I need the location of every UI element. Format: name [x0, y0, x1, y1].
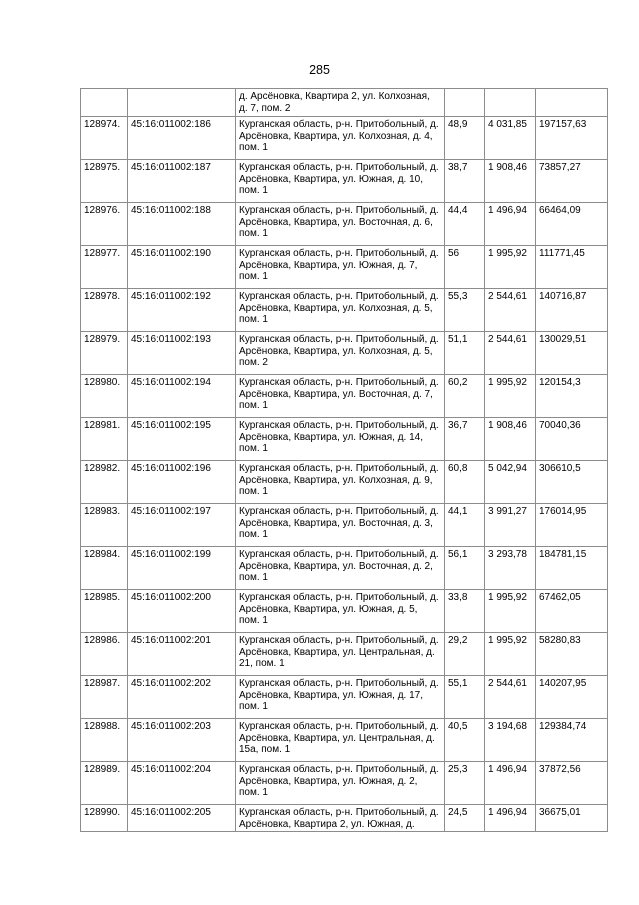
cell-area: 44,1 [445, 504, 485, 547]
cell-number: 128976. [81, 203, 128, 246]
cell-cadastral: 45:16:011002:196 [128, 461, 236, 504]
cell-value: 140207,95 [536, 676, 608, 719]
cell-number: 128990. [81, 805, 128, 832]
table-row [81, 504, 608, 547]
cell-number: 128989. [81, 762, 128, 805]
cell-value: 184781,15 [536, 547, 608, 590]
cell-area: 44,4 [445, 203, 485, 246]
cell-number: 128982. [81, 461, 128, 504]
cell-cadastral: 45:16:011002:193 [128, 332, 236, 375]
cell-cadastral: 45:16:011002:194 [128, 375, 236, 418]
cell-area: 33,8 [445, 590, 485, 633]
table-row [81, 547, 608, 590]
cell-price: 2 544,61 [485, 332, 536, 375]
cell-address: Курганская область, р-н. Притобольный, д. Арсёновка, Квартира, ул. Центральная, д. 15а, пом. 1 [236, 719, 445, 762]
cell-value: 66464,09 [536, 203, 608, 246]
cell-area: 29,2 [445, 633, 485, 676]
cell-cadastral: 45:16:011002:203 [128, 719, 236, 762]
cell-price: 1 908,46 [485, 160, 536, 203]
cell-number: 128978. [81, 289, 128, 332]
cell-price: 1 995,92 [485, 246, 536, 289]
cell-address: д. Арсёновка, Квартира 2, ул. Колхозная, д. 7, пом. 2 [236, 89, 445, 117]
cell-value: 176014,95 [536, 504, 608, 547]
table-row [81, 805, 608, 832]
cell-cadastral: 45:16:011002:197 [128, 504, 236, 547]
cell-value: 58280,83 [536, 633, 608, 676]
property-registry-table [80, 88, 608, 832]
cell-number: 128974. [81, 117, 128, 160]
cell-cadastral: 45:16:011002:199 [128, 547, 236, 590]
cell-area: 60,2 [445, 375, 485, 418]
cell-address: Курганская область, р-н. Притобольный, д. Арсёновка, Квартира, ул. Южная, д. 14, пом. 1 [236, 418, 445, 461]
cell-number: 128979. [81, 332, 128, 375]
cell-number: 128975. [81, 160, 128, 203]
cell-value: 306610,5 [536, 461, 608, 504]
cell-price: 2 544,61 [485, 676, 536, 719]
cell-cadastral: 45:16:011002:200 [128, 590, 236, 633]
cell-address: Курганская область, р-н. Притобольный, д. Арсёновка, Квартира, ул. Южная, д. 5, пом. 1 [236, 590, 445, 633]
cell-value [536, 89, 608, 117]
cell-cadastral: 45:16:011002:190 [128, 246, 236, 289]
cell-value: 197157,63 [536, 117, 608, 160]
cell-price: 1 995,92 [485, 375, 536, 418]
cell-cadastral: 45:16:011002:204 [128, 762, 236, 805]
cell-price: 1 908,46 [485, 418, 536, 461]
cell-value: 70040,36 [536, 418, 608, 461]
cell-cadastral: 45:16:011002:202 [128, 676, 236, 719]
cell-cadastral: 45:16:011002:187 [128, 160, 236, 203]
cell-price: 3 194,68 [485, 719, 536, 762]
cell-area: 38,7 [445, 160, 485, 203]
cell-cadastral: 45:16:011002:201 [128, 633, 236, 676]
cell-value: 36675,01 [536, 805, 608, 832]
cell-price: 1 496,94 [485, 805, 536, 832]
cell-price: 4 031,85 [485, 117, 536, 160]
cell-area: 48,9 [445, 117, 485, 160]
cell-area: 56 [445, 246, 485, 289]
cell-price: 3 991,27 [485, 504, 536, 547]
cell-number: 128984. [81, 547, 128, 590]
table-row [81, 117, 608, 160]
cell-number: 128986. [81, 633, 128, 676]
table-row-continued [81, 89, 608, 117]
table-row [81, 375, 608, 418]
cell-cadastral: 45:16:011002:195 [128, 418, 236, 461]
cell-address: Курганская область, р-н. Притобольный, д. Арсёновка, Квартира, ул. Восточная, д. 3, пом. 1 [236, 504, 445, 547]
cell-number: 128981. [81, 418, 128, 461]
table-body [81, 89, 608, 832]
cell-area: 25,3 [445, 762, 485, 805]
table-row [81, 203, 608, 246]
table-row [81, 676, 608, 719]
cell-cadastral: 45:16:011002:205 [128, 805, 236, 832]
cell-address: Курганская область, р-н. Притобольный, д. Арсёновка, Квартира, ул. Центральная, д. 21, пом. 1 [236, 633, 445, 676]
page-number: 285 [309, 63, 330, 77]
cell-price: 1 995,92 [485, 633, 536, 676]
cell-value: 67462,05 [536, 590, 608, 633]
cell-price: 1 995,92 [485, 590, 536, 633]
cell-number: 128985. [81, 590, 128, 633]
table-row [81, 719, 608, 762]
cell-address: Курганская область, р-н. Притобольный, д. Арсёновка, Квартира, ул. Южная, д. 2, пом. 1 [236, 762, 445, 805]
cell-address: Курганская область, р-н. Притобольный, д. Арсёновка, Квартира, ул. Южная, д. 7, пом. 1 [236, 246, 445, 289]
cell-address: Курганская область, р-н. Притобольный, д. Арсёновка, Квартира, ул. Восточная, д. 2, пом. 1 [236, 547, 445, 590]
cell-address: Курганская область, р-н. Притобольный, д. Арсёновка, Квартира, ул. Колхозная, д. 5, пом. 1 [236, 289, 445, 332]
cell-area: 24,5 [445, 805, 485, 832]
cell-value: 129384,74 [536, 719, 608, 762]
table-row [81, 762, 608, 805]
cell-area: 40,5 [445, 719, 485, 762]
table-row [81, 332, 608, 375]
cell-number: 128980. [81, 375, 128, 418]
cell-area: 51,1 [445, 332, 485, 375]
cell-price: 1 496,94 [485, 762, 536, 805]
cell-value: 120154,3 [536, 375, 608, 418]
cell-value: 73857,27 [536, 160, 608, 203]
cell-address: Курганская область, р-н. Притобольный, д. Арсёновка, Квартира 2, ул. Южная, д. [236, 805, 445, 832]
cell-cadastral: 45:16:011002:186 [128, 117, 236, 160]
cell-price [485, 89, 536, 117]
table-row [81, 418, 608, 461]
table-row [81, 160, 608, 203]
cell-address: Курганская область, р-н. Притобольный, д. Арсёновка, Квартира, ул. Колхозная, д. 9, пом. 1 [236, 461, 445, 504]
table-row [81, 461, 608, 504]
cell-area [445, 89, 485, 117]
cell-area: 55,1 [445, 676, 485, 719]
table-row [81, 246, 608, 289]
table-row [81, 633, 608, 676]
cell-cadastral [128, 89, 236, 117]
cell-value: 37872,56 [536, 762, 608, 805]
cell-cadastral: 45:16:011002:192 [128, 289, 236, 332]
cell-area: 56,1 [445, 547, 485, 590]
cell-area: 36,7 [445, 418, 485, 461]
cell-address: Курганская область, р-н. Притобольный, д. Арсёновка, Квартира, ул. Колхозная, д. 4, пом. 1 [236, 117, 445, 160]
cell-value: 130029,51 [536, 332, 608, 375]
cell-price: 2 544,61 [485, 289, 536, 332]
cell-number: 128987. [81, 676, 128, 719]
cell-number [81, 89, 128, 117]
table-row [81, 289, 608, 332]
cell-cadastral: 45:16:011002:188 [128, 203, 236, 246]
cell-number: 128988. [81, 719, 128, 762]
cell-price: 5 042,94 [485, 461, 536, 504]
cell-address: Курганская область, р-н. Притобольный, д. Арсёновка, Квартира, ул. Южная, д. 17, пом. 1 [236, 676, 445, 719]
cell-value: 111771,45 [536, 246, 608, 289]
cell-value: 140716,87 [536, 289, 608, 332]
cell-price: 1 496,94 [485, 203, 536, 246]
cell-address: Курганская область, р-н. Притобольный, д. Арсёновка, Квартира, ул. Восточная, д. 7, пом. 1 [236, 375, 445, 418]
cell-price: 3 293,78 [485, 547, 536, 590]
cell-address: Курганская область, р-н. Притобольный, д. Арсёновка, Квартира, ул. Колхозная, д. 5, пом. 2 [236, 332, 445, 375]
cell-number: 128983. [81, 504, 128, 547]
cell-address: Курганская область, р-н. Притобольный, д. Арсёновка, Квартира, ул. Восточная, д. 6, пом. 1 [236, 203, 445, 246]
table-row [81, 590, 608, 633]
cell-number: 128977. [81, 246, 128, 289]
cell-address: Курганская область, р-н. Притобольный, д. Арсёновка, Квартира, ул. Южная, д. 10, пом. 1 [236, 160, 445, 203]
cell-area: 55,3 [445, 289, 485, 332]
cell-area: 60,8 [445, 461, 485, 504]
